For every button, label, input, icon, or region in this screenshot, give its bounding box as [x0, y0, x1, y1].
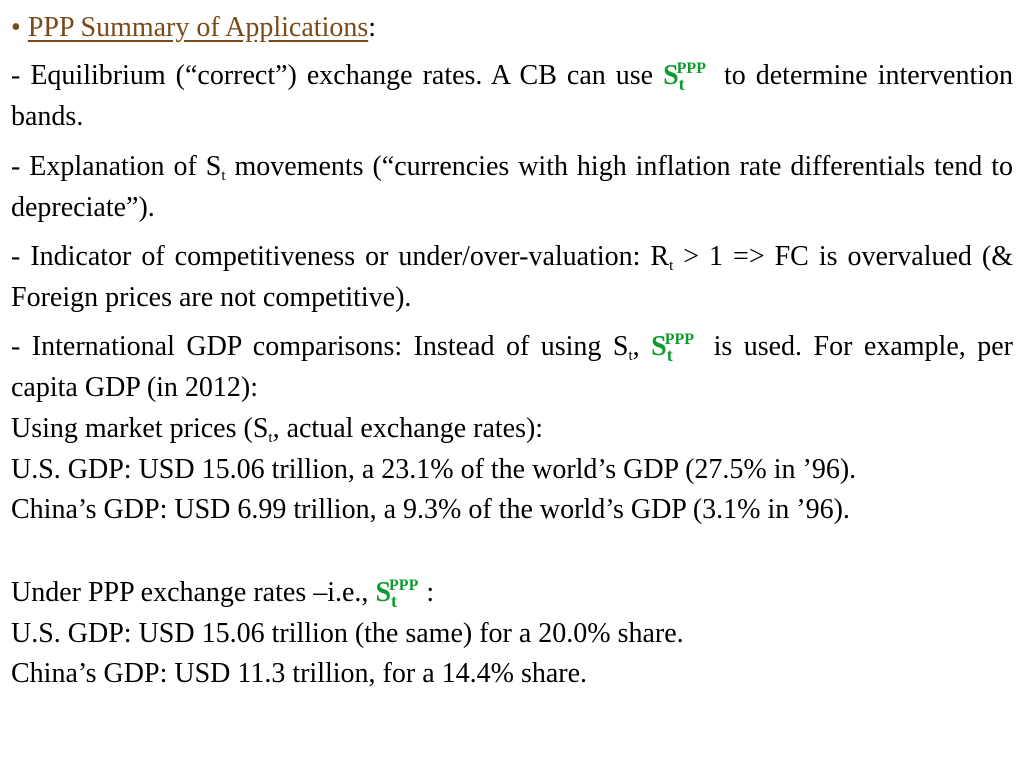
china-gdp-ppp-line: China’s GDP: USD 11.3 trillion, for a 14.4% share.	[11, 658, 588, 689]
market-subscript: t	[268, 430, 273, 446]
s-letter: S	[651, 331, 667, 362]
s-subscript: t	[666, 345, 673, 365]
s-subscript: t	[678, 74, 685, 94]
market-prices-line	[11, 408, 543, 449]
ppp-superscript: PPP	[389, 577, 419, 594]
p2-text-b: movements (“currencies with high inflation rate differentials tend to depreciate”).	[11, 151, 1013, 223]
china-gdp-market-line: China’s GDP: USD 6.99 trillion, a 9.3% of the world’s GDP (3.1% in ’96).	[11, 494, 850, 525]
ppp-superscript: PPP	[664, 331, 695, 348]
p3-subscript: t	[669, 258, 674, 274]
ppp-text-a: Under PPP exchange rates –i.e.,	[11, 577, 376, 608]
s-letter: S	[663, 60, 679, 91]
s-subscript: t	[391, 591, 398, 611]
us-gdp-market-line: U.S. GDP: USD 15.06 trillion, a 23.1% of the world’s GDP (27.5% in ’96).	[11, 454, 857, 485]
p4-text-b: ,	[632, 331, 652, 362]
s-ppp-symbol	[651, 331, 702, 365]
bullet-icon: •	[11, 12, 21, 43]
ppp-text-b: :	[426, 577, 435, 608]
p4-text-a: - International GDP comparisons: Instead of using S	[11, 331, 629, 362]
p1-text-b: to determine intervention bands.	[11, 60, 1013, 132]
s-ppp-symbol	[375, 577, 426, 611]
ppp-rates-line	[11, 572, 434, 613]
s-letter: S	[375, 577, 392, 608]
ppp-superscript: PPP	[676, 60, 706, 77]
paragraph-equilibrium	[11, 55, 1013, 137]
paragraph-explanation	[11, 146, 1013, 228]
market-text-a: Using market prices (S	[11, 413, 269, 444]
p3-text-a: - Indicator of competitiveness or under/over-valuation: R	[11, 241, 670, 272]
market-text-b: , actual exchange rates):	[272, 413, 544, 444]
slide-heading	[11, 7, 376, 48]
heading-title: PPP Summary of Applications	[27, 12, 369, 43]
paragraph-indicator	[11, 236, 1013, 318]
p4-text-c: is used. For example, per capita GDP (in 2012):	[11, 331, 1014, 403]
p3-text-b: > 1 => FC is overvalued (& Foreign prices are not competitive).	[11, 241, 1013, 313]
paragraph-gdp-comparisons	[11, 326, 1013, 408]
us-gdp-ppp-line: U.S. GDP: USD 15.06 trillion (the same) for a 20.0% share.	[11, 618, 684, 649]
p2-text-a: - Explanation of S	[11, 151, 222, 182]
heading-colon: :	[368, 12, 377, 43]
s-ppp-symbol	[663, 60, 714, 94]
p4-subscript-1: t	[628, 348, 633, 364]
p2-subscript: t	[221, 168, 226, 184]
p1-text-a: - Equilibrium (“correct”) exchange rates. A CB can use	[11, 60, 664, 91]
